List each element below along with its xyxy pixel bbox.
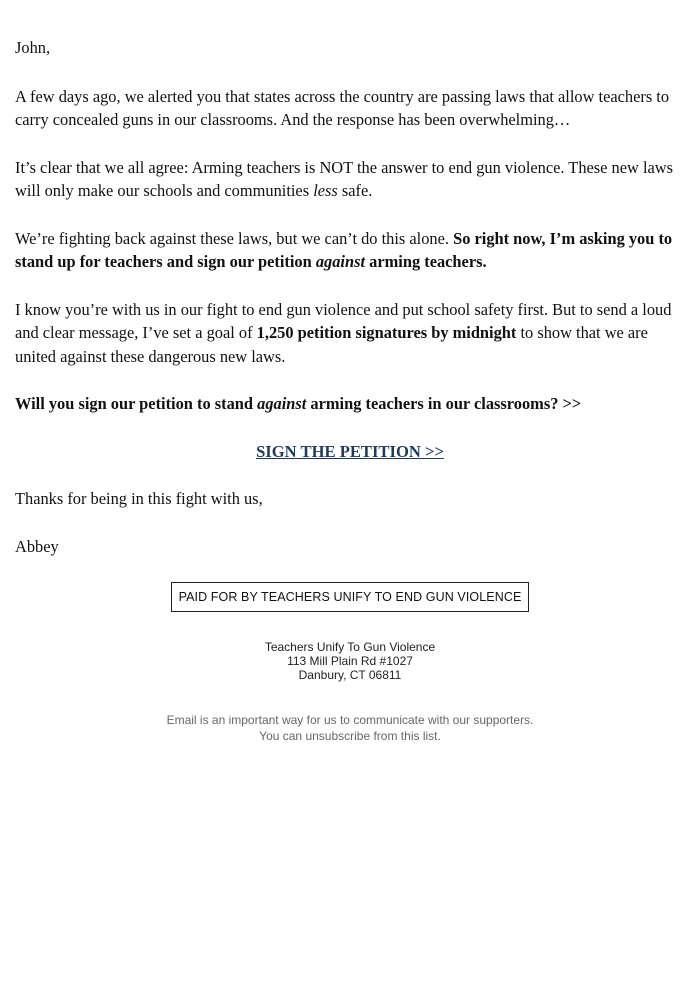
question-end: arming teachers in our classrooms? >> [306, 394, 582, 413]
ask-bold-text: So right now, I’m asking you to stand up for teachers and sign our petition [15, 228, 673, 271]
sign-petition-link[interactable]: SIGN THE PETITION >> [256, 441, 444, 461]
unsubscribe-text[interactable]: You can unsubscribe from this list. [259, 729, 441, 743]
question-emphasis-against: against [257, 394, 307, 413]
paragraph-agreement-text: It’s clear that we all agree: Arming teachers is NOT the answer to end gun violence. These new laws will only make our schools and communities [15, 157, 673, 200]
address-line-2: Danbury, CT 06811 [298, 668, 402, 682]
paragraph-agreement-end: safe. [337, 181, 373, 200]
paid-for-disclaimer: PAID FOR BY TEACHERS UNIFY TO END GUN VIOLENCE [171, 582, 529, 612]
paragraph-ask [15, 227, 685, 274]
ask-bold-end: arming teachers. [365, 252, 487, 271]
footer-note [0, 712, 700, 744]
greeting: John, [15, 38, 51, 57]
org-address [0, 640, 700, 682]
question-line [15, 392, 685, 416]
paragraph-agreement [15, 156, 685, 203]
emphasis-less: less [313, 181, 338, 200]
org-name: Teachers Unify To Gun Violence [264, 640, 436, 654]
paragraph-ask-text: We’re fighting back against these laws, but we can’t do this alone. [15, 228, 454, 248]
address-line-1: 113 Mill Plain Rd #1027 [287, 654, 413, 668]
question-text: Will you sign our petition to stand [15, 394, 258, 413]
closing: Thanks for being in this fight with us, [15, 489, 263, 508]
paragraph-intro: A few days ago, we alerted you that states across the country are passing laws that allow teachers to carry concealed guns in our classrooms. And the response has been overwhelming… [15, 86, 670, 129]
question-bold [15, 394, 581, 413]
cta-container [15, 440, 685, 464]
goal-bold: 1,250 petition signatures by midnight [256, 323, 517, 342]
ask-emphasis-against: against [315, 252, 366, 271]
paragraph-goal [15, 298, 685, 369]
footer-note-line-1: Email is an important way for us to communicate with our supporters. [166, 713, 534, 727]
signature: Abbey [15, 536, 59, 556]
paragraph-goal-text: I know you’re with us in our fight to end gun violence and put school safety first. But to send a loud and clear message, I’ve set a goal of [15, 299, 672, 342]
paragraph-goal-end: to show that we are united against these dangerous new laws. [15, 323, 648, 366]
